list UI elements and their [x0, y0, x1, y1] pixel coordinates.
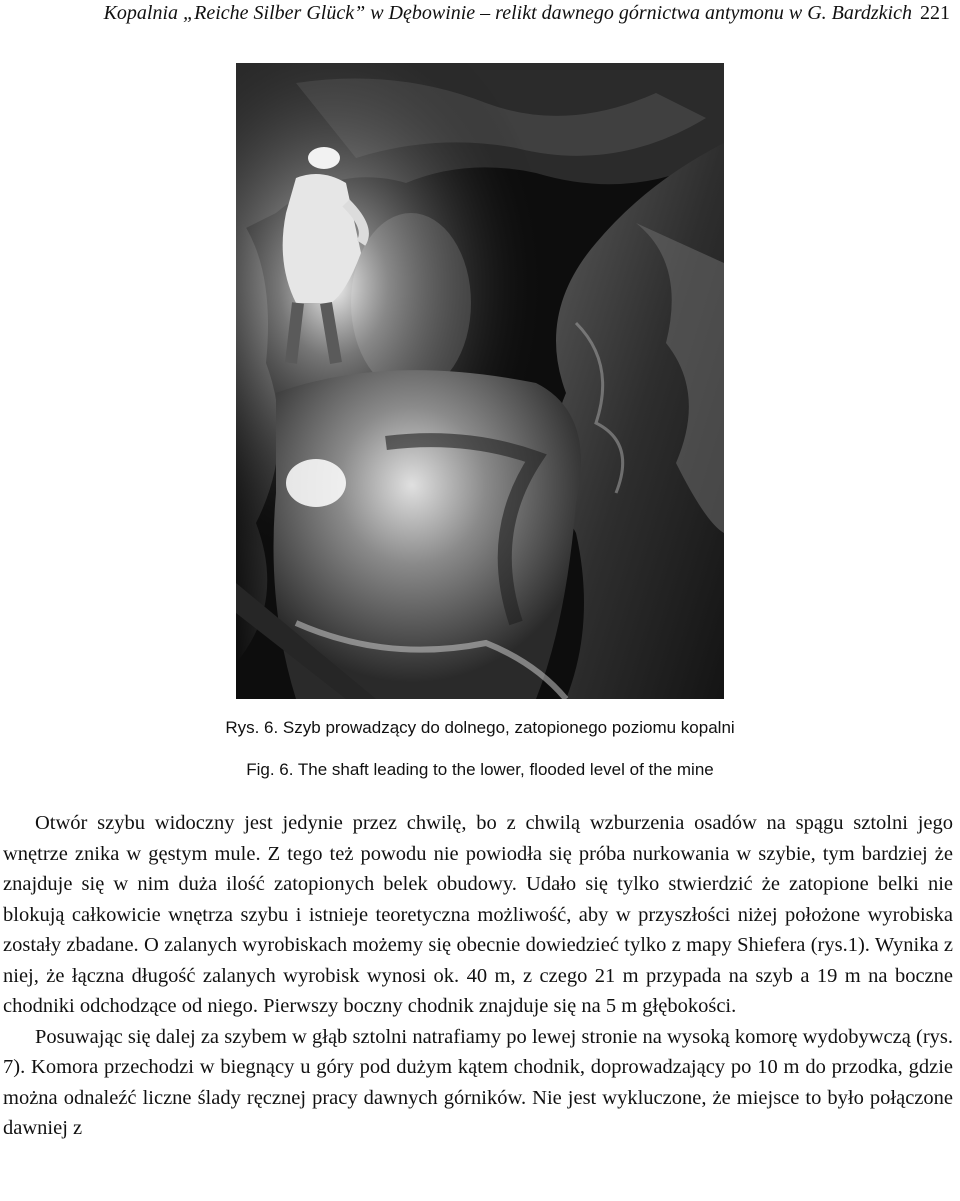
- figure-caption-english: Fig. 6. The shaft leading to the lower, flooded level of the mine: [246, 760, 714, 779]
- figure-caption-polish: Rys. 6. Szyb prowadzący do dolnego, zatopionego poziomu kopalni: [225, 718, 735, 737]
- paragraph: Posuwając się dalej za szybem w głąb sztolni natrafiamy po lewej stronie na wysoką komorę wydobywczą (rys. 7). Komora przechodzi w biegnący u góry pod dużym kątem chodnik, doprowadzający po 10 m do przodka, gdzie można odnaleźć liczne ślady ręcznej pracy dawnych górników. Nie jest wykluczone, że miejsce to było połączone dawniej z: [3, 1025, 953, 1139]
- body-text: [3, 808, 953, 1144]
- running-header: [0, 2, 950, 25]
- figure-photo-mine-shaft: [236, 63, 724, 699]
- page-number: 221: [920, 2, 950, 24]
- paragraph: Otwór szybu widoczny jest jedynie przez chwilę, bo z chwilą wzburzenia osadów na spągu sztolni jego wnętrze znika w gęstym mule. Z tego też powodu nie powiodła się próba nurkowania w szybie, tym bardziej że znajduje się w nim duża ilość zatopionych belek obudowy. Udało się tylko stwierdzić że zatopione belki nie blokują całkowicie wnętrza szybu i istnieje teoretyczna możliwość, aby w przyszłości niżej położone wyrobiska zostały zbadane. O zalanych wyrobiskach możemy się obecnie dowiedzieć tylko z mapy Shiefera (rys.1). Wynika z niej, że łączna długość zalanych wyrobisk wynosi ok. 40 m, z czego 21 m przypada na szyb a 19 m na boczne chodniki odchodzące od niego. Pierwszy boczny chodnik znajduje się na 5 m głębokości.: [3, 812, 953, 1017]
- running-title: Kopalnia „Reiche Silber Glück” w Dębowinie – relikt dawnego górnictwa antymonu w G. Bardzkich: [103, 2, 912, 24]
